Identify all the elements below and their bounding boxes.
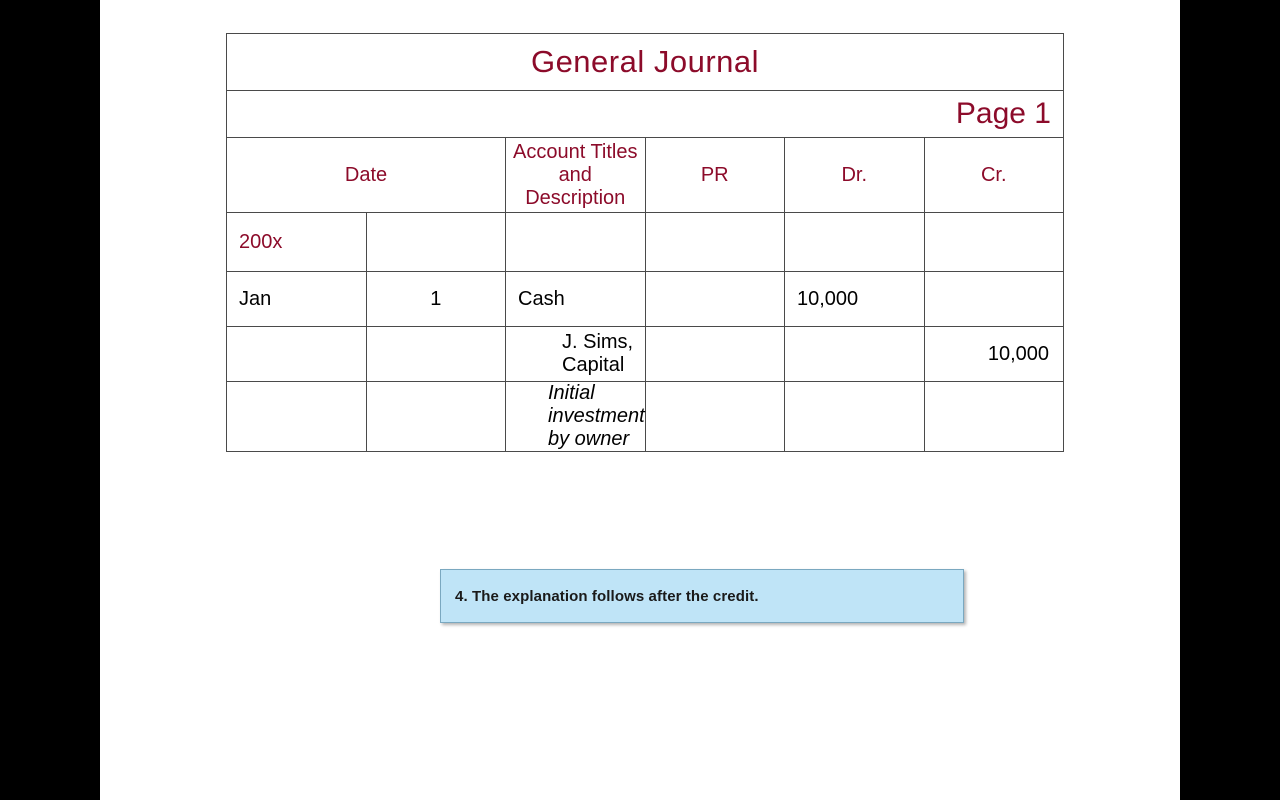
entry-pr: [645, 327, 785, 382]
entry-month: [227, 327, 367, 382]
year-row-account-cell: [506, 213, 646, 272]
entry-pr: [645, 382, 785, 452]
slide-canvas: [100, 0, 1180, 800]
table-row: [227, 327, 1064, 382]
entry-month: Jan: [227, 272, 367, 327]
entry-account-credit: J. Sims, Capital: [506, 327, 646, 382]
entry-explanation: Initial investment by owner: [506, 382, 646, 452]
entry-debit-amount: [785, 327, 925, 382]
callout-text: 4. The explanation follows after the credit.: [455, 587, 759, 605]
entry-credit-amount: [924, 382, 1064, 452]
journal-year-row: [227, 213, 1064, 272]
journal-header-row: [227, 138, 1064, 213]
entry-account-debit: Cash: [506, 272, 646, 327]
journal-title-row: [227, 34, 1064, 91]
entry-credit-amount: [924, 272, 1064, 327]
journal-title: General Journal: [227, 34, 1064, 91]
column-header-dr: Dr.: [785, 138, 925, 213]
entry-pr: [645, 272, 785, 327]
entry-debit-amount: [785, 382, 925, 452]
year-row-cr-cell: [924, 213, 1064, 272]
table-row: [227, 272, 1064, 327]
entry-day: [366, 327, 506, 382]
column-header-cr: Cr.: [924, 138, 1064, 213]
entry-debit-amount: 10,000: [785, 272, 925, 327]
general-journal-table: [226, 33, 1064, 452]
year-row-pr-cell: [645, 213, 785, 272]
entry-day: [366, 382, 506, 452]
callout-box: [440, 569, 964, 623]
year-label: 200x: [227, 213, 367, 272]
column-header-date: Date: [227, 138, 506, 213]
journal-page-label: Page 1: [227, 91, 1064, 138]
year-row-day-cell: [366, 213, 506, 272]
year-row-dr-cell: [785, 213, 925, 272]
table-row: [227, 382, 1064, 452]
column-header-account: Account Titles and Description: [506, 138, 646, 213]
entry-month: [227, 382, 367, 452]
entry-day: 1: [366, 272, 506, 327]
column-header-pr: PR: [645, 138, 785, 213]
journal-page-row: [227, 91, 1064, 138]
entry-credit-amount: 10,000: [924, 327, 1064, 382]
